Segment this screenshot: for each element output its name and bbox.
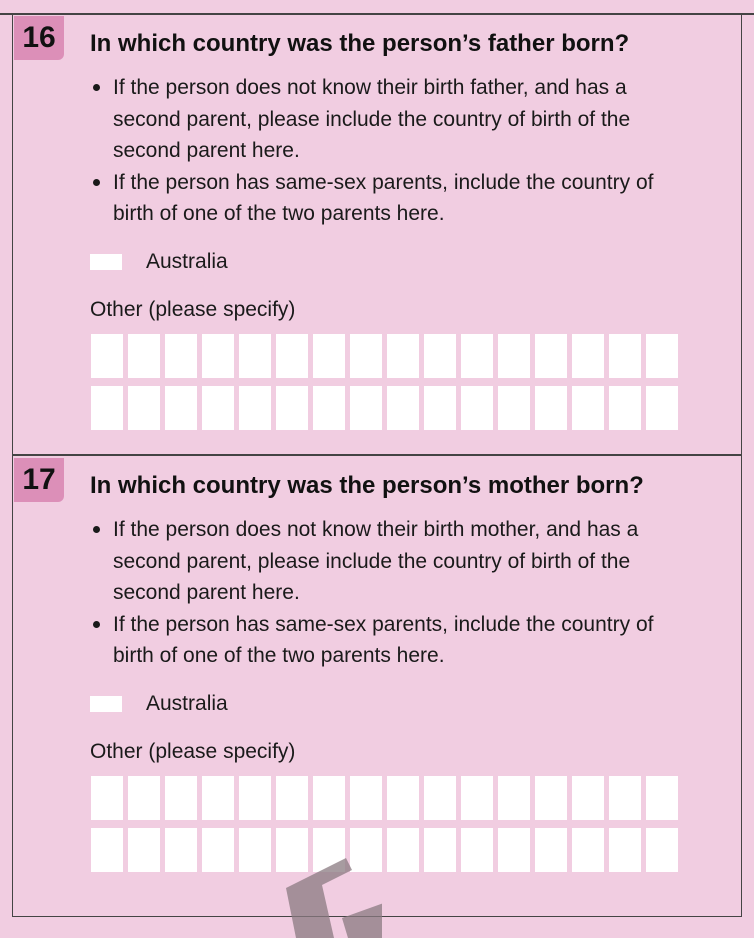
character-box[interactable] <box>572 828 604 872</box>
character-box[interactable] <box>350 776 382 820</box>
character-box[interactable] <box>202 334 234 378</box>
character-box[interactable] <box>165 386 197 430</box>
character-box[interactable] <box>609 776 641 820</box>
character-box[interactable] <box>535 828 567 872</box>
option-australia[interactable] <box>90 250 228 274</box>
character-box[interactable] <box>313 334 345 378</box>
character-box[interactable] <box>646 334 678 378</box>
character-box[interactable] <box>350 334 382 378</box>
instruction-item: If the person has same-sex parents, include the country of birth of one of the two parents here. <box>90 167 690 230</box>
question-title: In which country was the person’s mother born? <box>90 472 644 499</box>
character-box[interactable] <box>239 828 271 872</box>
character-box[interactable] <box>128 776 160 820</box>
character-box[interactable] <box>646 776 678 820</box>
character-box[interactable] <box>387 828 419 872</box>
character-box[interactable] <box>91 386 123 430</box>
character-box[interactable] <box>646 828 678 872</box>
option-label: Australia <box>146 692 228 715</box>
character-box[interactable] <box>350 386 382 430</box>
character-box[interactable] <box>498 334 530 378</box>
character-box[interactable] <box>239 334 271 378</box>
character-box[interactable] <box>609 828 641 872</box>
character-box[interactable] <box>424 776 456 820</box>
character-box[interactable] <box>609 386 641 430</box>
instruction-item: If the person does not know their birth mother, and has a second parent, please include the country of birth of the second parent here. <box>90 514 690 609</box>
character-box[interactable] <box>165 828 197 872</box>
character-box[interactable] <box>535 334 567 378</box>
character-box[interactable] <box>276 334 308 378</box>
character-box[interactable] <box>646 386 678 430</box>
character-box[interactable] <box>202 828 234 872</box>
character-box[interactable] <box>128 828 160 872</box>
character-box[interactable] <box>239 386 271 430</box>
option-label: Australia <box>146 250 228 273</box>
other-specify-label: Other (please specify) <box>90 298 296 321</box>
character-box[interactable] <box>424 386 456 430</box>
other-input-row-1[interactable] <box>91 334 678 378</box>
instruction-list <box>90 514 690 672</box>
other-input-row-1[interactable] <box>91 776 678 820</box>
character-box[interactable] <box>313 386 345 430</box>
character-box[interactable] <box>91 776 123 820</box>
other-input-row-2[interactable] <box>91 828 678 872</box>
character-box[interactable] <box>461 828 493 872</box>
character-box[interactable] <box>461 334 493 378</box>
character-box[interactable] <box>572 334 604 378</box>
character-box[interactable] <box>128 386 160 430</box>
character-box[interactable] <box>424 828 456 872</box>
character-box[interactable] <box>91 334 123 378</box>
character-box[interactable] <box>165 334 197 378</box>
question-number: 17 <box>14 458 64 502</box>
character-box[interactable] <box>498 776 530 820</box>
instruction-item: If the person has same-sex parents, include the country of birth of one of the two parents here. <box>90 609 690 672</box>
character-box[interactable] <box>276 386 308 430</box>
instruction-list <box>90 72 690 230</box>
character-box[interactable] <box>128 334 160 378</box>
character-box[interactable] <box>276 776 308 820</box>
watermark-mark <box>282 858 382 938</box>
character-box[interactable] <box>535 386 567 430</box>
character-box[interactable] <box>239 776 271 820</box>
character-box[interactable] <box>461 386 493 430</box>
character-box[interactable] <box>387 334 419 378</box>
character-box[interactable] <box>202 386 234 430</box>
character-box[interactable] <box>572 386 604 430</box>
question-number: 16 <box>14 16 64 60</box>
character-box[interactable] <box>424 334 456 378</box>
character-box[interactable] <box>498 386 530 430</box>
character-box[interactable] <box>572 776 604 820</box>
character-box[interactable] <box>202 776 234 820</box>
other-specify-label: Other (please specify) <box>90 740 296 763</box>
character-box[interactable] <box>609 334 641 378</box>
other-input-row-2[interactable] <box>91 386 678 430</box>
character-box[interactable] <box>535 776 567 820</box>
character-box[interactable] <box>387 776 419 820</box>
question-17 <box>12 456 742 917</box>
character-box[interactable] <box>91 828 123 872</box>
question-title: In which country was the person’s father born? <box>90 30 630 57</box>
character-box[interactable] <box>165 776 197 820</box>
character-box[interactable] <box>461 776 493 820</box>
australia-checkbox[interactable] <box>90 254 122 270</box>
option-australia[interactable] <box>90 692 228 716</box>
australia-checkbox[interactable] <box>90 696 122 712</box>
character-box[interactable] <box>387 386 419 430</box>
character-box[interactable] <box>313 776 345 820</box>
character-box[interactable] <box>498 828 530 872</box>
instruction-item: If the person does not know their birth father, and has a second parent, please include the country of birth of the second parent here. <box>90 72 690 167</box>
question-16 <box>12 14 742 454</box>
